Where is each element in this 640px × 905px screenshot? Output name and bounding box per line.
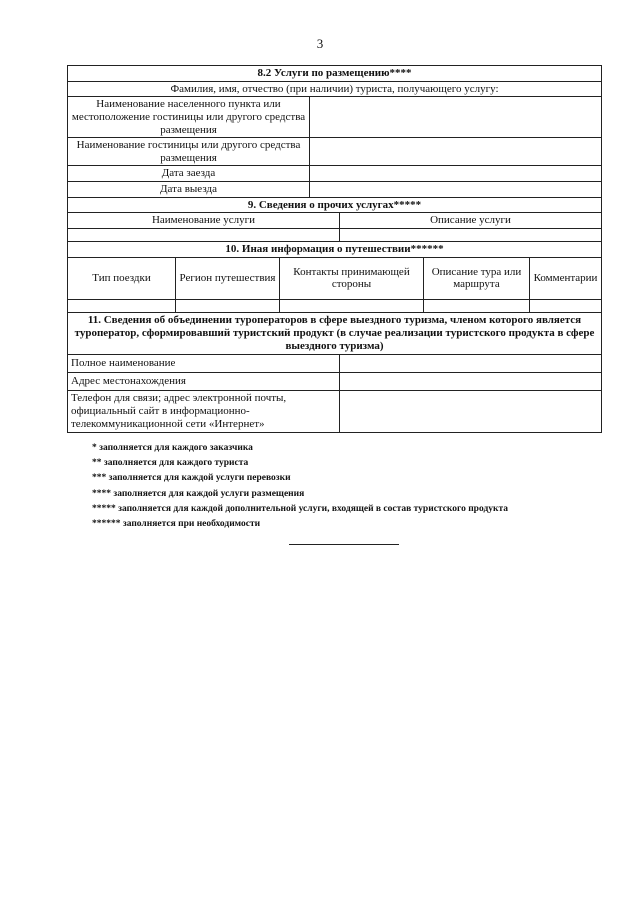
footnote: ***** заполняется для каждой дополнительной услуги, входящей в состав туристского продукта [92,503,509,514]
trip-type-value[interactable] [68,299,176,312]
travel-region-value[interactable] [176,299,280,312]
service-name-header: Наименование услуги [68,213,340,229]
check-in-value[interactable] [310,166,602,182]
check-out-label: Дата выезда [68,182,310,198]
comments-value[interactable] [530,299,602,312]
service-description-value[interactable] [340,229,602,242]
service-description-header: Описание услуги [340,213,602,229]
full-name-value[interactable] [340,354,602,372]
host-contacts-value[interactable] [280,299,424,312]
section-11-title: 11. Сведения об объединении туроператоров в сфере выездного туризма, членом которого является туроператор, сформировавший туристский продукт (в случае реализации туристского продукта в сфере выездного туризма) [68,312,602,354]
end-divider [289,544,399,545]
check-in-label: Дата заезда [68,166,310,182]
accommodation-location-value[interactable] [310,97,602,138]
section-8-2-title: 8.2 Услуги по размещению**** [68,66,602,82]
tour-description-header: Описание тура или маршрута [424,257,530,299]
tourist-info-form [67,65,602,433]
footnotes [92,441,508,532]
hotel-name-label: Наименование гостиницы или другого средства размещения [68,138,310,166]
footnote: *** заполняется для каждой услуги перевозки [92,473,291,484]
check-out-value[interactable] [310,182,602,198]
hotel-name-value[interactable] [310,138,602,166]
section-10-title: 10. Иная информация о путешествии****** [68,242,602,258]
full-name-label: Полное наименование [68,354,340,372]
address-value[interactable] [340,372,602,390]
contacts-value[interactable] [340,390,602,432]
travel-region-header: Регион путешествия [176,257,280,299]
address-label: Адрес местонахождения [68,372,340,390]
comments-header: Комментарии [530,257,602,299]
footnote: * заполняется для каждого заказчика [92,443,253,453]
tour-description-value[interactable] [424,299,530,312]
page-number: 3 [316,36,324,51]
accommodation-location-label: Наименование населенного пункта или местоположение гостиницы или другого средства размещения [68,97,310,138]
host-contacts-header: Контакты принимающей стороны [280,257,424,299]
section-9-title: 9. Сведения о прочих услугах***** [68,197,602,213]
contacts-label: Телефон для связи; адрес электронной почты, официальный сайт в информационно-телекоммуникационной сети «Интернет» [68,390,340,432]
trip-type-header: Тип поездки [68,257,176,299]
service-name-value[interactable] [68,229,340,242]
tourist-name-label: Фамилия, имя, отчество (при наличии) туриста, получающего услугу: [68,81,602,97]
footnote: ** заполняется для каждого туриста [92,458,249,469]
footnote: ****** заполняется при необходимости [92,519,261,530]
footnote: **** заполняется для каждой услуги размещения [92,488,305,499]
